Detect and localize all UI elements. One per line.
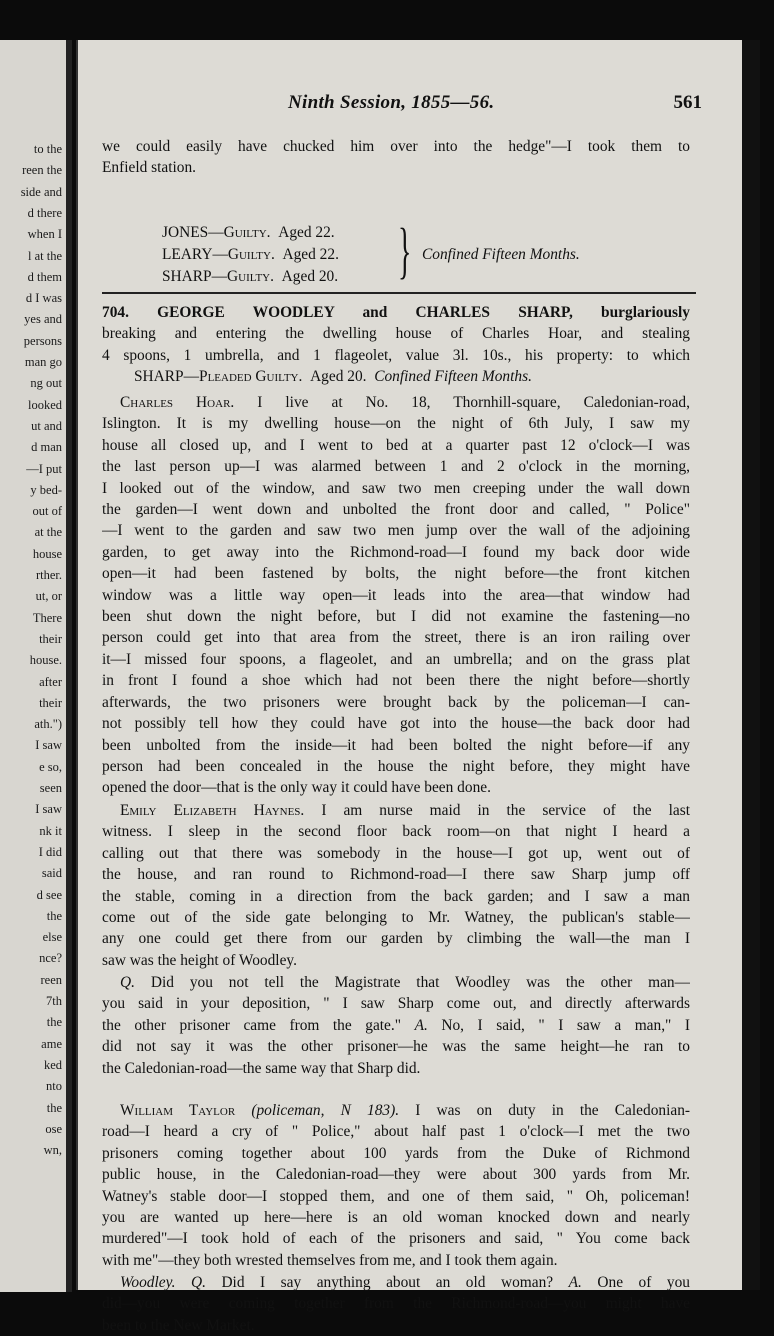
plea: —Pleaded Guilty.: [183, 368, 303, 386]
text-line: breaking and entering the dwelling house of Charles Hoar, and stealing: [102, 325, 690, 343]
left-page-text-fragment: d I was: [25, 291, 62, 306]
question-text: Did I say anything about an old woman?: [221, 1274, 554, 1291]
text-line: prisoners coming together about 100 yards from the Duke of Richmond: [102, 1144, 690, 1162]
answer-text: One of you: [597, 1274, 690, 1291]
testimony-taylor: [102, 1100, 690, 1271]
plea-line: [102, 366, 690, 387]
defendant-age: Aged 20.: [310, 368, 367, 386]
cross-examination-taylor: [102, 1272, 690, 1336]
left-page-text-fragment: after: [39, 674, 62, 689]
left-page-text-fragment: the: [46, 1015, 62, 1030]
left-page-text-fragment: said: [41, 866, 62, 881]
left-page-text-fragment: There: [32, 610, 62, 625]
text-line: you are wanted up here—here is an old woman knocked down and nearly: [102, 1209, 690, 1227]
left-page-text-fragment: l at the: [27, 248, 62, 263]
witness-name: Charles Hoar.: [120, 394, 235, 411]
text-line: [102, 800, 690, 821]
left-page-text-fragment: ut, or: [35, 589, 62, 604]
text-line: any one could get there from our garden by climbing the wall—the man I: [102, 930, 690, 948]
text-line: [102, 1015, 690, 1036]
text-line: road—I heard a cry of " Police," about half past 1 o'clock—I met the two: [102, 1123, 690, 1141]
question-label: Q.: [120, 974, 135, 991]
testimony-text: I live at No. 18, Thornhill-square, Caledonian-road,: [257, 394, 690, 411]
left-page-text-fragment: looked: [27, 397, 62, 412]
witness-name: Emily Elizabeth Haynes.: [120, 802, 305, 819]
left-page-text-fragment: I saw: [35, 802, 62, 817]
answer-text: No, I said, " I saw a man," I: [441, 1016, 690, 1034]
left-page-text-fragment: nk it: [39, 823, 62, 838]
testimony-text: I was on duty in the Caledonian-: [415, 1102, 690, 1119]
testimony-text: I am nurse maid in the service of the last: [321, 802, 690, 819]
text-line: [102, 1100, 690, 1121]
left-page-text-fragment: e so,: [39, 759, 62, 774]
text-line: afterwards, the two prisoners were brought back by the policeman—I can-: [102, 693, 690, 711]
text-line: person had been concealed in the house the night before, they might have: [102, 757, 690, 775]
section-rule: [102, 292, 696, 294]
verdict: —Guilty.: [212, 246, 275, 263]
left-page-text-fragment: I saw: [35, 738, 62, 753]
left-page-text-fragment: at the: [34, 525, 62, 540]
testimony-hoar: [102, 392, 690, 799]
running-header: [78, 92, 702, 122]
left-page-text-fragment: ame: [41, 1036, 62, 1051]
running-title: Ninth Session, 1855—56.: [288, 92, 495, 113]
text-line: person could get into that area from the street, there is an iron railing over: [102, 629, 690, 647]
text-line: murdered"—I took hold of each of the prisoners and said, " You come back: [102, 1230, 690, 1248]
text-line: did not say it was the other prisoner—he was the same height—he ran to: [102, 1038, 690, 1056]
left-page-text-fragment: ut and: [31, 418, 62, 433]
text-line: the stable, coming in a direction from the back garden; and I saw a man: [102, 887, 690, 905]
defendant-name: LEARY: [162, 246, 213, 263]
text-line: the Caledonian-road—the same way that Sharp did.: [102, 1059, 421, 1077]
text-line: with me"—they both wrested themselves from me, and I took them again.: [102, 1251, 558, 1269]
left-page-text-fragment: out of: [32, 504, 62, 519]
left-page-text-fragment: d them: [27, 269, 62, 284]
answer-label: A.: [414, 1016, 428, 1034]
left-page-text-fragment: yes and: [24, 312, 62, 327]
left-page-fragment: [0, 40, 72, 1292]
left-page-text-fragment: seen: [39, 781, 62, 795]
question-label: Q.: [190, 1274, 206, 1291]
verdict-line: [162, 224, 335, 242]
text-line: calling out that there was somebody in the house—I got up, went out of: [102, 844, 690, 862]
left-page-text-fragment: their: [39, 695, 62, 710]
answer-label: A.: [568, 1274, 582, 1291]
text-line: garden, to get away into the Richmond-road—I found my back door wide: [102, 543, 690, 561]
verdict: —Guilty.: [208, 224, 271, 241]
verdict-line: [162, 246, 339, 264]
defendant-name: SHARP: [134, 368, 184, 386]
left-page-text-fragment: ked: [43, 1057, 62, 1072]
text-line: the last person up—I was alarmed between 1 and 2 o'clock in the morning,: [102, 458, 690, 476]
text-line: it—I missed four spoons, a flageolet, and an umbrella; and on the grass plat: [102, 650, 690, 668]
left-page-text-fragment: nto: [46, 1079, 62, 1094]
text-line: Watney's stable door—I stopped them, and one of them said, " Oh, policeman!: [102, 1187, 690, 1205]
text-line: open—it had been fastened by bolts, the night before—the front kitchen: [102, 565, 690, 583]
left-page-text-fragment: 7th: [46, 994, 62, 1008]
brace: }: [398, 217, 412, 285]
text-line: come out of the side gate belonging to Mr. Watney, the publican's stable—: [102, 909, 690, 927]
text-line: house all closed up, and I went to bed at a quarter past 12 o'clock—I was: [102, 436, 690, 454]
text-line: been to the New Market.: [102, 1316, 255, 1334]
left-page-text-fragment: their: [39, 631, 62, 646]
text-line: the house, and ran round to Richmond-road—I there saw Sharp jump off: [102, 866, 690, 884]
left-page-text-fragment: reen the: [22, 163, 62, 178]
text-line: been unbolted from the inside—it had been bolted the night before—if any: [102, 736, 690, 754]
left-page-text-fragment: persons: [23, 333, 62, 348]
text-line: [102, 392, 690, 413]
defendant-age: Aged 22.: [282, 246, 339, 263]
text-line: we could easily have chucked him over into the hedge"—I took them to: [102, 138, 690, 155]
defendant-age: Aged 20.: [281, 268, 339, 285]
defendant-age: Aged 22.: [278, 224, 335, 241]
left-page-text-fragment: nce?: [39, 951, 62, 966]
question-text: the other prisoner came from the gate.": [102, 1016, 402, 1034]
cross-examination-haynes: [102, 972, 690, 1079]
left-page-text-fragment: y bed-: [30, 482, 62, 497]
left-page-text-fragment: the: [46, 908, 62, 923]
left-page-text-fragment: house: [32, 546, 62, 561]
left-page-text-fragment: I did: [38, 844, 62, 859]
defendant-name: Woodley.: [120, 1274, 176, 1291]
left-page-text-fragment: reen: [40, 972, 62, 987]
text-line: [102, 1272, 690, 1293]
witness-name: William Taylor: [120, 1102, 236, 1119]
continuation-text: [102, 136, 690, 179]
defendant-name: JONES: [162, 224, 209, 241]
left-page-text-fragment: house.: [29, 653, 62, 668]
left-page-text-fragment: d there: [27, 205, 62, 220]
text-line: witness. I sleep in the second floor back room—on that night I heard a: [102, 823, 690, 841]
text-line: 4 spoons, 1 umbrella, and 1 flageolet, value 3l. 10s., his property: to which: [102, 346, 690, 364]
left-page-text-fragment: side and: [20, 184, 62, 199]
text-line: [102, 972, 690, 993]
left-page-text-fragment: rther.: [35, 568, 62, 582]
verdict-line: [162, 268, 338, 286]
left-page-text-fragment: ath."): [34, 717, 62, 732]
witness-role: (policeman, N 183).: [251, 1102, 400, 1119]
left-page-text-fragment: d see: [36, 887, 62, 902]
text-line: been shut down the night before, but I did not examine the fastening—no: [102, 608, 690, 626]
left-page-text-fragment: —I put: [26, 461, 62, 476]
text-line: 704. GEORGE WOODLEY and CHARLES SHARP, burglariously: [102, 304, 690, 321]
left-page-text-fragment: the: [46, 1100, 62, 1115]
text-line: opened the door—that is the only way it could have been done.: [102, 779, 491, 797]
text-line: Islington. It is my dwelling house—on the night of 6th July, I saw my: [102, 415, 690, 433]
sentence: Confined Fifteen Months.: [422, 246, 580, 263]
text-line: the garden—I went down and unbolted the front door and called, " Police": [102, 501, 690, 519]
testimony-haynes: [102, 800, 690, 971]
text-line: saw was the height of Woodley.: [102, 951, 297, 969]
text-line: did—you were coming together from the Richmond-road—you might have: [102, 1295, 690, 1313]
left-page-text-fragment: d man: [31, 440, 62, 455]
text-line: you said in your deposition, " I saw Sharp come out, and directly afterwards: [102, 995, 690, 1013]
text-line: I looked out of the window, and saw two men creeping under the wall down: [102, 479, 690, 497]
left-page-text-fragment: else: [42, 930, 62, 945]
verdict: —Guilty.: [211, 268, 274, 285]
page: [76, 40, 742, 1334]
text-line: Enfield station.: [102, 159, 197, 177]
left-page-text-fragment: man go: [24, 355, 62, 369]
left-page-text-fragment: ose: [45, 1121, 62, 1136]
verdict-block: [162, 217, 682, 290]
text-line: not possibly tell how they could have got into the house—the back door had: [102, 715, 690, 733]
page-edge-shadow: [740, 40, 760, 1290]
left-page-text-fragment: ng out: [30, 376, 62, 391]
left-page-text-fragment: when I: [27, 227, 62, 242]
text-line: window was a little way open—it leads into the area—that window had: [102, 586, 690, 604]
text-line: —I went to the garden and saw two men jump over the wall of the adjoining: [102, 522, 690, 540]
left-page-text-fragment: wn,: [43, 1143, 62, 1158]
question-text: Did you not tell the Magistrate that Woodley was the other man—: [150, 974, 690, 991]
defendant-name: SHARP: [162, 268, 212, 285]
sentence: Confined Fifteen Months.: [374, 368, 532, 386]
text-line: in front I found a shoe which had not been there the night before—shortly: [102, 672, 690, 690]
case-heading: [102, 302, 690, 388]
left-page-text-fragment: to the: [33, 142, 62, 156]
text-line: public house, in the Caledonian-road—they were about 300 yards from Mr.: [102, 1166, 690, 1184]
page-number: 561: [673, 92, 702, 113]
